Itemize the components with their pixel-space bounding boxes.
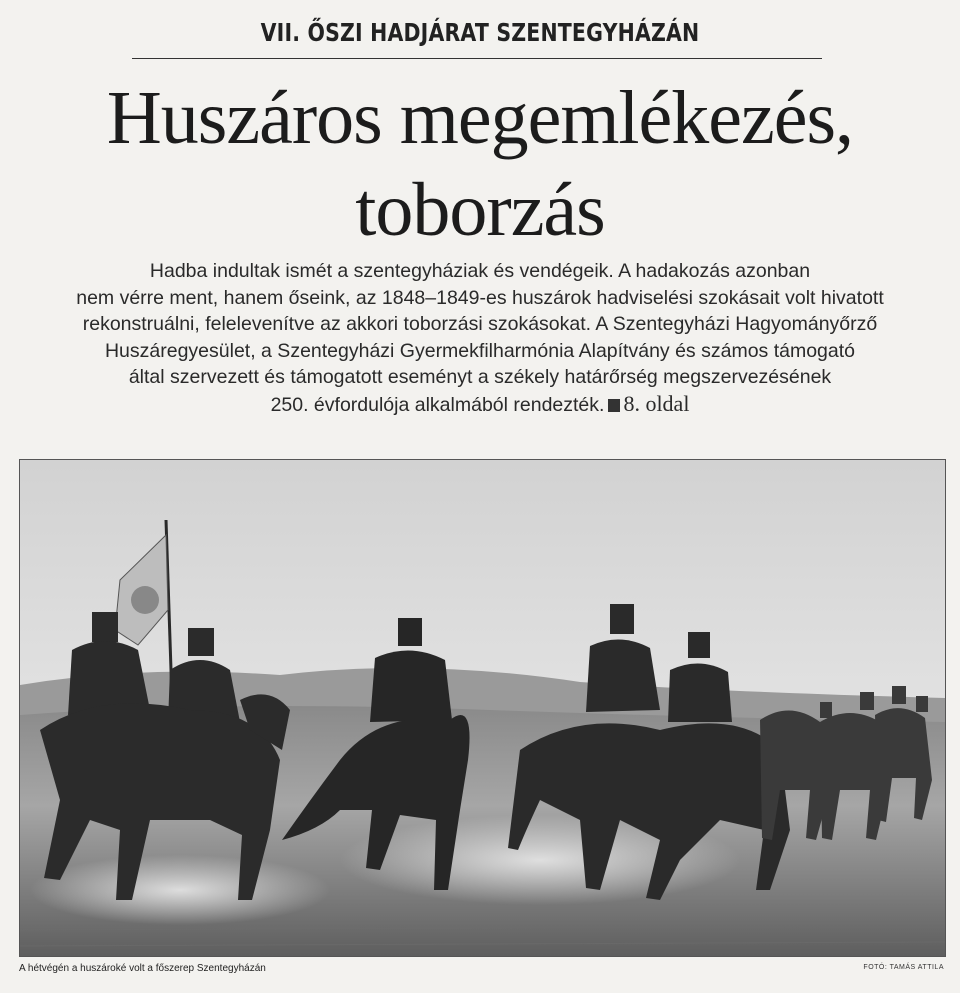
lead-line-last (22, 391, 938, 419)
headline-line-1: Huszáros megemlékezés, (106, 76, 854, 160)
hussar-photo (19, 459, 946, 957)
lead-line: rekonstruálni, felelevenítve az akkori toborzási szokásokat. A Szentegyházi Hagyományőrző (82, 313, 878, 335)
page-reference-link[interactable]: 8. oldal (623, 390, 690, 416)
lead-line: nem vérre ment, hanem őseink, az 1848–1849-es huszárok hadviselési szokásait volt hivatott (76, 286, 884, 309)
lead-line-end: 250. évfordulója alkalmából rendezték. (270, 393, 605, 416)
lead-line: Hadba indultak ismét a szentegyháziak és vendégeik. A hadakozás azonban (149, 260, 811, 282)
section-kicker: VII. ŐSZI HADJÁRAT SZENTEGYHÁZÁN (260, 18, 700, 47)
kicker-rule (132, 58, 822, 59)
page-ref-square-icon (608, 399, 620, 412)
photo-illustration (20, 460, 945, 956)
photo-credit: FOTÓ: TAMÁS ATTILA (863, 964, 944, 971)
lead-line: által szervezett és támogatott eseményt a székely határőrség megszervezésének (128, 366, 832, 388)
headline-line-2: toborzás (355, 168, 605, 252)
lead-paragraph (22, 258, 938, 418)
photo-caption: A hétvégén a huszároké volt a főszerep Szentegyházán (19, 963, 266, 974)
lead-line: Huszáregyesület, a Szentegyházi Gyermekfilharmónia Alapítvány és számos támogató (104, 339, 856, 362)
